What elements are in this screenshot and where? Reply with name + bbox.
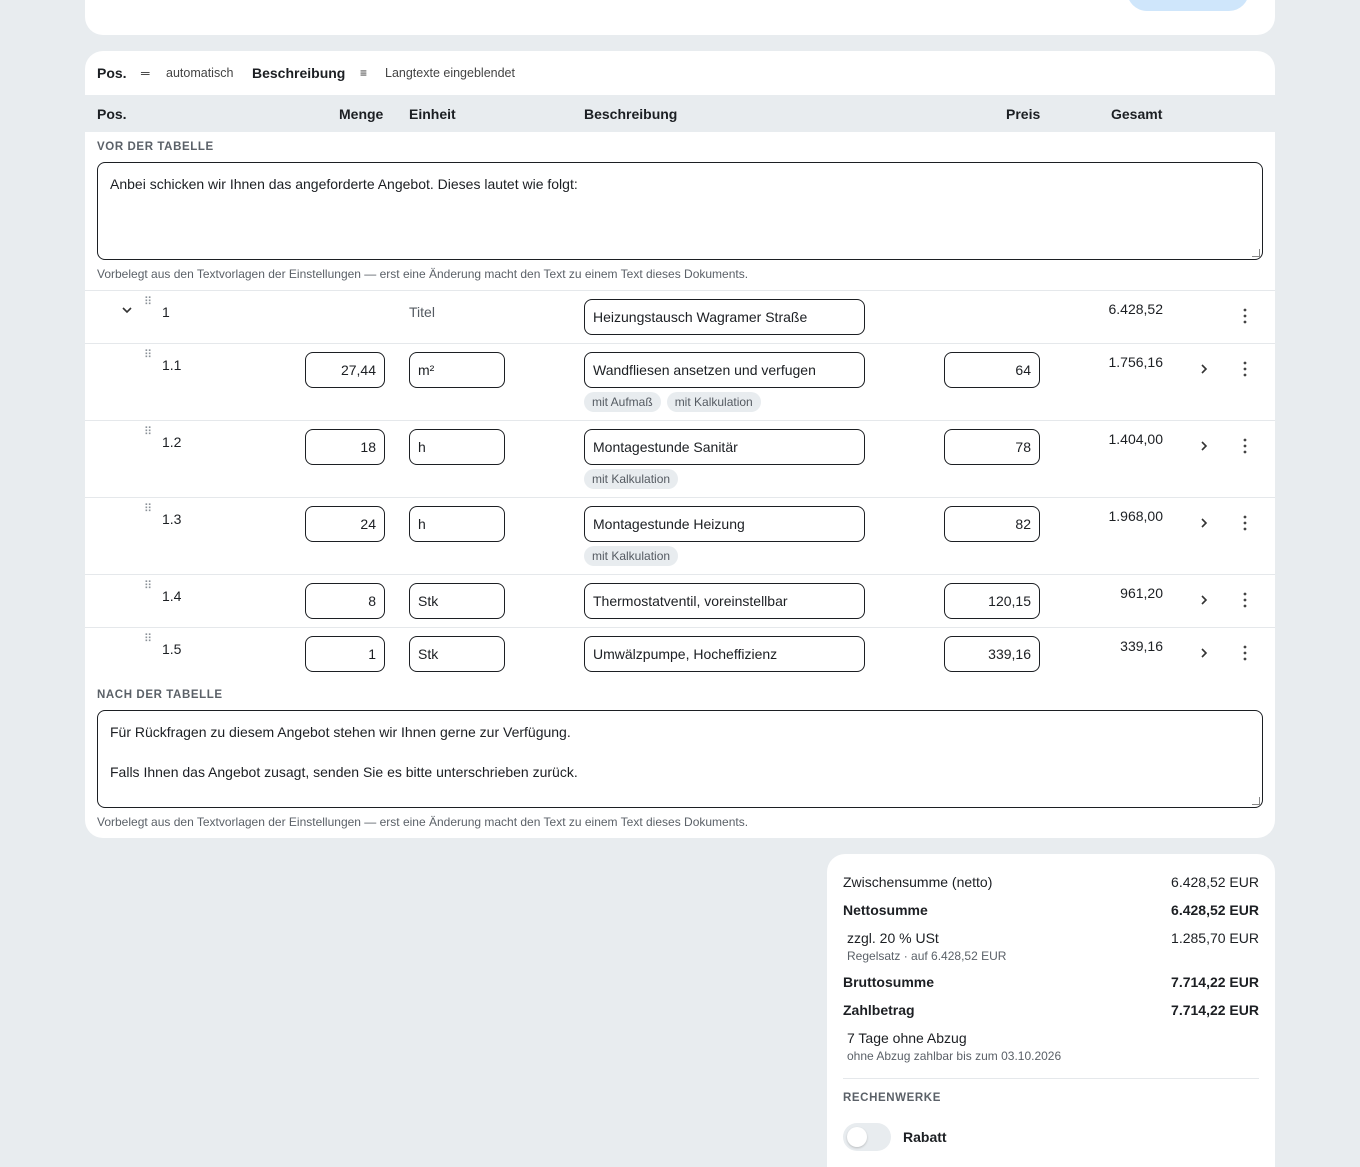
beschreibung-value: Umwälzpumpe, Hocheffizienz xyxy=(593,646,778,662)
brutto-label: Bruttosumme xyxy=(843,974,935,990)
row-pos: 1 xyxy=(162,304,170,320)
list-icon[interactable]: ≡ xyxy=(360,66,368,80)
drag-handle-icon[interactable]: ⠿ xyxy=(144,633,152,645)
before-table-textarea[interactable] xyxy=(97,162,1263,260)
menge-input[interactable] xyxy=(305,506,385,542)
preis-input[interactable] xyxy=(944,352,1040,388)
einheit-input[interactable] xyxy=(409,583,505,619)
rabatt-toggle[interactable] xyxy=(843,1123,891,1151)
menge-value: 24 xyxy=(360,516,376,532)
preis-input[interactable] xyxy=(944,636,1040,672)
terms-row[interactable] xyxy=(847,1030,1259,1046)
row-pos: 1.5 xyxy=(162,641,182,657)
drag-handle-icon[interactable]: ⠿ xyxy=(144,296,152,308)
zahlbetrag-label: Zahlbetrag xyxy=(843,1002,915,1018)
beschreibung-value: Montagestunde Heizung xyxy=(593,516,745,532)
row-pos: 1.3 xyxy=(162,511,182,527)
netto-row xyxy=(843,902,1259,918)
tag-aufmass[interactable]: mit Aufmaß xyxy=(584,392,661,412)
menge-input[interactable] xyxy=(305,352,385,388)
preis-value: 78 xyxy=(1015,439,1031,455)
col-preis: Preis xyxy=(1006,106,1041,122)
chevron-right-icon[interactable] xyxy=(1198,643,1210,663)
brutto-value: 7.714,22 EUR xyxy=(1171,974,1259,990)
table-row xyxy=(85,574,1275,627)
pos-mode-label: Pos. xyxy=(97,65,127,81)
menge-input[interactable] xyxy=(305,429,385,465)
preis-input[interactable] xyxy=(944,429,1040,465)
after-table-line-2: Falls Ihnen das Angebot zusagt, senden Sie es bitte unterschrieben zurück. xyxy=(110,764,578,780)
drag-handle-icon[interactable]: ⠿ xyxy=(144,426,152,438)
before-table-text: Anbei schicken wir Ihnen das angeforderte Angebot. Dieses lautet wie folgt: xyxy=(110,176,578,192)
table-row-title xyxy=(85,290,1275,343)
preis-value: 64 xyxy=(1015,362,1031,378)
chevron-right-icon[interactable] xyxy=(1198,590,1210,610)
table-row xyxy=(85,343,1275,420)
pos-mode-value[interactable]: automatisch xyxy=(166,66,234,80)
more-vertical-icon[interactable] xyxy=(1238,643,1252,663)
row-pos: 1.2 xyxy=(162,434,182,450)
zahlbetrag-value: 7.714,22 EUR xyxy=(1171,1002,1259,1018)
beschreibung-input[interactable] xyxy=(584,583,865,619)
row-total: 339,16 xyxy=(1120,638,1163,654)
menge-value: 18 xyxy=(360,439,376,455)
more-vertical-icon[interactable] xyxy=(1238,359,1252,379)
brutto-row xyxy=(843,974,1259,990)
primary-action-button[interactable] xyxy=(1127,0,1249,11)
more-vertical-icon[interactable] xyxy=(1238,306,1252,326)
beschreibung-input[interactable] xyxy=(584,636,865,672)
einheit-value: m² xyxy=(418,362,435,378)
col-gesamt: Gesamt xyxy=(1111,106,1163,122)
title-description-value: Heizungstausch Wagramer Straße xyxy=(593,309,808,325)
equals-icon[interactable]: ═ xyxy=(141,66,150,80)
row-total: 1.968,00 xyxy=(1108,508,1163,524)
einheit-value: Stk xyxy=(418,646,439,662)
ust-row xyxy=(847,930,1259,946)
row-total: 961,20 xyxy=(1120,585,1163,601)
beschreibung-input[interactable] xyxy=(584,429,865,465)
row-tags xyxy=(584,469,678,489)
drag-handle-icon[interactable]: ⠿ xyxy=(144,580,152,592)
more-vertical-icon[interactable] xyxy=(1238,590,1252,610)
more-vertical-icon[interactable] xyxy=(1238,436,1252,456)
table-toolbar xyxy=(85,51,1275,95)
einheit-input[interactable] xyxy=(409,506,505,542)
zwischensumme-label: Zwischensumme (netto) xyxy=(843,874,993,890)
table-row xyxy=(85,497,1275,574)
after-table-textarea[interactable] xyxy=(97,710,1263,808)
row-pos: 1.4 xyxy=(162,588,182,604)
col-beschreibung: Beschreibung xyxy=(584,106,678,122)
preis-value: 120,15 xyxy=(988,593,1031,609)
toggle-knob xyxy=(847,1127,867,1147)
row-pos: 1.1 xyxy=(162,357,182,373)
zahlbetrag-row xyxy=(843,1002,1259,1018)
preis-value: 82 xyxy=(1015,516,1031,532)
einheit-input[interactable] xyxy=(409,429,505,465)
preis-input[interactable] xyxy=(944,583,1040,619)
after-table-label: NACH DER TABELLE xyxy=(97,689,223,701)
more-vertical-icon[interactable] xyxy=(1238,513,1252,533)
zwischensumme-value: 6.428,52 EUR xyxy=(1171,874,1259,890)
desc-mode-value[interactable]: Langtexte eingeblendet xyxy=(385,66,515,80)
drag-handle-icon[interactable]: ⠿ xyxy=(144,349,152,361)
menge-value: 8 xyxy=(368,593,376,609)
title-description-input[interactable] xyxy=(584,299,865,335)
netto-label: Nettosumme xyxy=(843,902,928,918)
preis-input[interactable] xyxy=(944,506,1040,542)
rechenwerke-label: RECHENWERKE xyxy=(843,1092,941,1104)
col-menge: Menge xyxy=(339,106,384,122)
drag-handle-icon[interactable]: ⠿ xyxy=(144,503,152,515)
menge-value: 1 xyxy=(368,646,376,662)
beschreibung-input[interactable] xyxy=(584,352,865,388)
preis-value: 339,16 xyxy=(988,646,1031,662)
header-card xyxy=(85,0,1275,35)
resize-handle-icon[interactable] xyxy=(1252,797,1260,805)
netto-value: 6.428,52 EUR xyxy=(1171,902,1259,918)
table-row xyxy=(85,420,1275,497)
chevron-right-icon[interactable] xyxy=(1198,436,1210,456)
summary-card xyxy=(827,854,1275,1167)
after-table-line-1: Für Rückfragen zu diesem Angebot stehen wir Ihnen gerne zur Verfügung. xyxy=(110,724,571,740)
before-table-label: VOR DER TABELLE xyxy=(97,141,214,153)
row-total: 1.404,00 xyxy=(1108,431,1163,447)
row-type: Titel xyxy=(409,304,435,320)
menge-input[interactable] xyxy=(305,636,385,672)
chevron-right-icon[interactable] xyxy=(1198,359,1210,379)
zwischensumme-row xyxy=(843,874,1259,890)
beschreibung-value: Montagestunde Sanitär xyxy=(593,439,738,455)
menge-value: 27,44 xyxy=(340,362,376,378)
terms-sub: ohne Abzug zahlbar bis zum 03.10.2026 xyxy=(847,1049,1062,1063)
ust-value: 1.285,70 EUR xyxy=(1171,930,1259,946)
menge-input[interactable] xyxy=(305,583,385,619)
einheit-value: h xyxy=(418,439,426,455)
ust-sub: Regelsatz · auf 6.428,52 EUR xyxy=(847,949,1007,963)
einheit-input[interactable] xyxy=(409,352,505,388)
resize-handle-icon[interactable] xyxy=(1252,249,1260,257)
einheit-value: h xyxy=(418,516,426,532)
row-tags xyxy=(584,392,761,412)
positions-card xyxy=(85,51,1275,838)
rabatt-label: Rabatt xyxy=(903,1129,947,1145)
col-pos: Pos. xyxy=(97,106,127,122)
chevron-right-icon[interactable] xyxy=(1198,513,1210,533)
before-table-hint: Vorbelegt aus den Textvorlagen der Einstellungen — erst eine Änderung macht den Text zu einem Text dieses Dokuments. xyxy=(97,267,749,281)
beschreibung-value: Wandfliesen ansetzen und verfugen xyxy=(593,362,816,378)
col-einheit: Einheit xyxy=(409,106,456,122)
desc-mode-label: Beschreibung xyxy=(252,65,346,81)
chevron-down-icon[interactable] xyxy=(121,304,133,316)
tag-kalkulation[interactable]: mit Kalkulation xyxy=(584,546,678,566)
beschreibung-input[interactable] xyxy=(584,506,865,542)
einheit-input[interactable] xyxy=(409,636,505,672)
divider xyxy=(843,1078,1259,1079)
table-header xyxy=(85,95,1275,132)
einheit-value: Stk xyxy=(418,593,439,609)
ust-label: zzgl. 20 % USt xyxy=(847,930,939,946)
table-row xyxy=(85,627,1275,680)
after-table-hint: Vorbelegt aus den Textvorlagen der Einstellungen — erst eine Änderung macht den Text zu einem Text dieses Dokuments. xyxy=(97,815,749,829)
row-total: 1.756,16 xyxy=(1108,354,1163,370)
tag-kalkulation[interactable]: mit Kalkulation xyxy=(667,392,761,412)
beschreibung-value: Thermostatventil, voreinstellbar xyxy=(593,593,788,609)
terms-label: 7 Tage ohne Abzug xyxy=(847,1030,967,1046)
row-total: 6.428,52 xyxy=(1108,301,1163,317)
tag-kalkulation[interactable]: mit Kalkulation xyxy=(584,469,678,489)
row-tags xyxy=(584,546,678,566)
